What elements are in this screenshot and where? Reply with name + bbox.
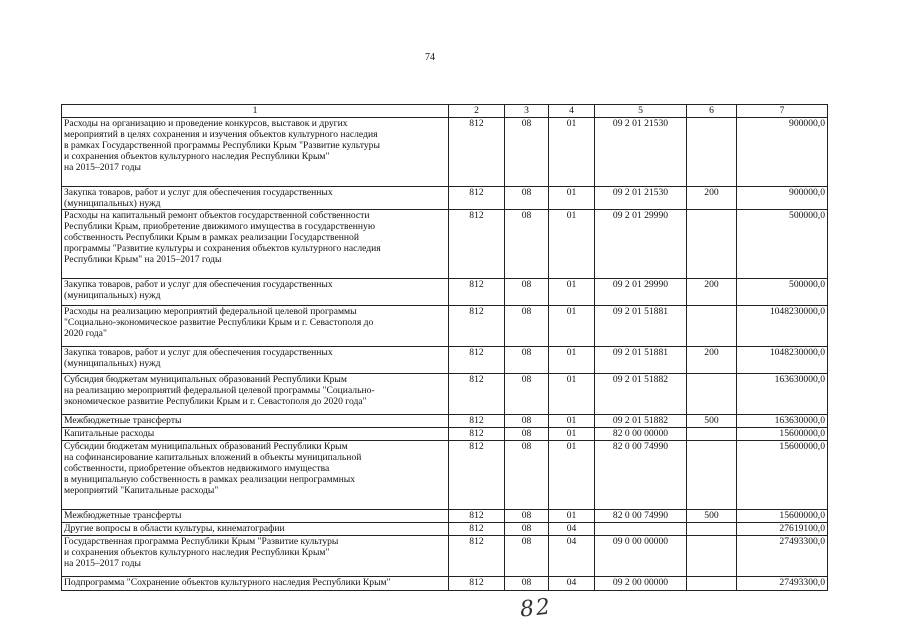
row-code: 01 bbox=[549, 428, 595, 441]
row-code: 09 0 00 00000 bbox=[595, 536, 687, 577]
row-amount: 15600000,0 bbox=[737, 441, 828, 510]
row-code: 08 bbox=[505, 347, 549, 374]
row-amount: 500000,0 bbox=[737, 279, 828, 306]
row-description: Закупка товаров, работ и услуг для обеспечения государственных (муниципальных) нужд bbox=[62, 347, 449, 374]
page-number: 74 bbox=[425, 52, 435, 63]
row-amount: 163630000,0 bbox=[737, 415, 828, 428]
row-code: 812 bbox=[449, 428, 505, 441]
row-code: 812 bbox=[449, 415, 505, 428]
row-code bbox=[687, 374, 737, 415]
row-code: 01 bbox=[549, 415, 595, 428]
table-row bbox=[62, 536, 828, 577]
table-row bbox=[62, 577, 828, 591]
row-code: 812 bbox=[449, 577, 505, 591]
row-code: 01 bbox=[549, 347, 595, 374]
row-code: 82 0 00 74990 bbox=[595, 510, 687, 523]
row-amount: 1048230000,0 bbox=[737, 306, 828, 347]
row-code: 08 bbox=[505, 510, 549, 523]
table-row bbox=[62, 441, 828, 510]
row-code: 08 bbox=[505, 118, 549, 187]
column-header: 5 bbox=[595, 105, 687, 118]
row-description: Расходы на реализацию мероприятий федеральной целевой программы "Социально-экономическое развитие Республики Крым и г. Севастополя до 2020 года" bbox=[62, 306, 449, 347]
row-code bbox=[687, 210, 737, 279]
row-amount: 27619100,0 bbox=[737, 523, 828, 536]
row-code bbox=[687, 536, 737, 577]
row-code: 09 2 01 51882 bbox=[595, 374, 687, 415]
row-code: 08 bbox=[505, 187, 549, 210]
row-description: Подпрограмма "Сохранение объектов культурного наследия Республики Крым" bbox=[62, 577, 449, 591]
row-amount: 163630000,0 bbox=[737, 374, 828, 415]
table-row bbox=[62, 510, 828, 523]
row-code: 08 bbox=[505, 441, 549, 510]
row-code: 04 bbox=[549, 523, 595, 536]
row-amount: 27493300,0 bbox=[737, 577, 828, 591]
row-code: 812 bbox=[449, 374, 505, 415]
row-code: 04 bbox=[549, 577, 595, 591]
row-code: 812 bbox=[449, 210, 505, 279]
row-code: 08 bbox=[505, 428, 549, 441]
row-code: 09 2 01 21530 bbox=[595, 118, 687, 187]
row-code: 01 bbox=[549, 441, 595, 510]
row-code: 09 2 01 21530 bbox=[595, 187, 687, 210]
row-code: 812 bbox=[449, 187, 505, 210]
row-code: 01 bbox=[549, 187, 595, 210]
row-code: 812 bbox=[449, 306, 505, 347]
row-code: 08 bbox=[505, 415, 549, 428]
row-code bbox=[687, 523, 737, 536]
row-description: Межбюджетные трансферты bbox=[62, 415, 449, 428]
table-row bbox=[62, 374, 828, 415]
row-code: 200 bbox=[687, 347, 737, 374]
row-code: 08 bbox=[505, 374, 549, 415]
row-code bbox=[687, 428, 737, 441]
row-code: 812 bbox=[449, 279, 505, 306]
row-description: Расходы на организацию и проведение конкурсов, выставок и других мероприятий в целях сохранения и изучения объектов культурного наследия в рамках Государственной программы Республики Крым "Развитие культуры и сохранения объектов культурного наследия Республики Крым" на 2015–2017 годы bbox=[62, 118, 449, 187]
row-code bbox=[687, 118, 737, 187]
row-amount: 500000,0 bbox=[737, 210, 828, 279]
column-header: 3 bbox=[505, 105, 549, 118]
row-description: Межбюджетные трансферты bbox=[62, 510, 449, 523]
row-description: Капитальные расходы bbox=[62, 428, 449, 441]
row-code: 09 2 01 51881 bbox=[595, 306, 687, 347]
row-code bbox=[687, 306, 737, 347]
row-code: 09 2 01 51882 bbox=[595, 415, 687, 428]
row-code: 09 2 01 51881 bbox=[595, 347, 687, 374]
handwritten-signature: 82 bbox=[518, 594, 554, 623]
row-code: 01 bbox=[549, 118, 595, 187]
row-code: 82 0 00 00000 bbox=[595, 428, 687, 441]
row-code: 08 bbox=[505, 210, 549, 279]
row-code: 09 2 01 29990 bbox=[595, 279, 687, 306]
table-row bbox=[62, 210, 828, 279]
row-amount: 900000,0 bbox=[737, 187, 828, 210]
row-code: 08 bbox=[505, 279, 549, 306]
row-code: 01 bbox=[549, 374, 595, 415]
row-code: 500 bbox=[687, 415, 737, 428]
row-description: Закупка товаров, работ и услуг для обеспечения государственных (муниципальных) нужд bbox=[62, 279, 449, 306]
row-code: 01 bbox=[549, 510, 595, 523]
row-code: 01 bbox=[549, 210, 595, 279]
row-code: 04 bbox=[549, 536, 595, 577]
row-description: Закупка товаров, работ и услуг для обеспечения государственных (муниципальных) нужд bbox=[62, 187, 449, 210]
row-code bbox=[687, 441, 737, 510]
column-header: 6 bbox=[687, 105, 737, 118]
row-code: 812 bbox=[449, 118, 505, 187]
row-code: 09 2 00 00000 bbox=[595, 577, 687, 591]
row-description: Субсидия бюджетам муниципальных образований Республики Крым на реализацию мероприятий федеральной целевой программы "Социально- экономическое развитие Республики Крым и г. Севастополя до 2020 года" bbox=[62, 374, 449, 415]
row-amount: 15600000,0 bbox=[737, 510, 828, 523]
table-header-row bbox=[62, 105, 828, 118]
row-code bbox=[595, 523, 687, 536]
table-row bbox=[62, 347, 828, 374]
row-code: 08 bbox=[505, 306, 549, 347]
row-code: 08 bbox=[505, 577, 549, 591]
row-code: 812 bbox=[449, 510, 505, 523]
table-row bbox=[62, 279, 828, 306]
row-code: 200 bbox=[687, 279, 737, 306]
row-code: 500 bbox=[687, 510, 737, 523]
row-code: 200 bbox=[687, 187, 737, 210]
table-row bbox=[62, 428, 828, 441]
column-header: 4 bbox=[549, 105, 595, 118]
row-amount: 1048230000,0 bbox=[737, 347, 828, 374]
row-amount: 900000,0 bbox=[737, 118, 828, 187]
row-code: 82 0 00 74990 bbox=[595, 441, 687, 510]
row-code bbox=[687, 577, 737, 591]
row-code: 08 bbox=[505, 523, 549, 536]
row-code: 08 bbox=[505, 536, 549, 577]
row-description: Расходы на капитальный ремонт объектов государственной собственности Республики Крым, приобретение движимого имущества в государственную собственность Республики Крым в рамках реализации Государственной программы "Развитие культуры и сохранения объектов культурного наследия Республики Крым" на 2015–2017 годы bbox=[62, 210, 449, 279]
table-row bbox=[62, 523, 828, 536]
column-header: 2 bbox=[449, 105, 505, 118]
table-row bbox=[62, 118, 828, 187]
budget-table bbox=[61, 104, 828, 591]
table-row bbox=[62, 306, 828, 347]
row-code: 09 2 01 29990 bbox=[595, 210, 687, 279]
row-description: Другие вопросы в области культуры, кинематографии bbox=[62, 523, 449, 536]
column-header: 7 bbox=[737, 105, 828, 118]
column-header: 1 bbox=[62, 105, 449, 118]
table-row bbox=[62, 415, 828, 428]
row-code: 812 bbox=[449, 536, 505, 577]
row-amount: 27493300,0 bbox=[737, 536, 828, 577]
row-description: Государственная программа Республики Крым "Развитие культуры и сохранения объектов культурного наследия Республики Крым" на 2015–2017 годы bbox=[62, 536, 449, 577]
row-code: 812 bbox=[449, 347, 505, 374]
row-code: 01 bbox=[549, 306, 595, 347]
row-code: 812 bbox=[449, 441, 505, 510]
row-description: Субсидии бюджетам муниципальных образований Республики Крым на софинансирование капитальных вложений в объекты муниципальной собственности, приобретение объектов недвижимого имущества в муниципальную собственность в рамках реализации непрограммных мероприятий "Капитальные расходы" bbox=[62, 441, 449, 510]
row-amount: 15600000,0 bbox=[737, 428, 828, 441]
row-code: 812 bbox=[449, 523, 505, 536]
table-row bbox=[62, 187, 828, 210]
row-code: 01 bbox=[549, 279, 595, 306]
